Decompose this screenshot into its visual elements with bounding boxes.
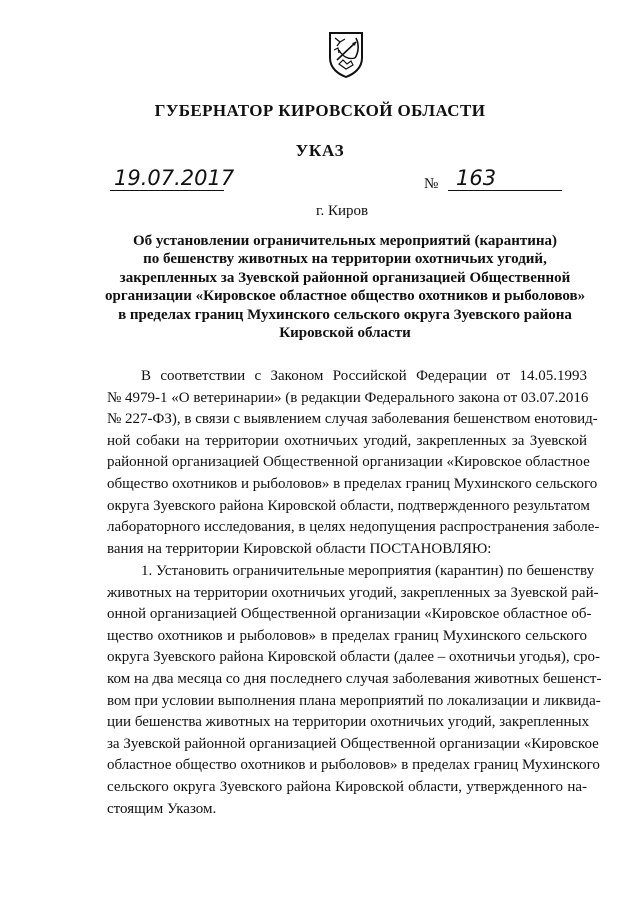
text-line: щество охотников и рыболовов» в пределах границ Мухинского сельского xyxy=(107,627,587,644)
text-line: вания на территории Кировской области ПОСТАНОВЛЯЮ: xyxy=(107,540,492,557)
heading-line: организации «Кировское областное общество охотников и рыболовов» xyxy=(105,288,586,305)
text-line: ции бешенства животных на территории охотничьих угодий, закрепленных xyxy=(107,714,590,731)
city-of-issue: г. Киров xyxy=(316,203,369,219)
heading-line: по бешенству животных на территории охотничьих угодий, xyxy=(143,251,547,268)
decree-heading xyxy=(105,232,585,342)
clause-1-paragraph xyxy=(107,561,602,820)
issuing-authority: ГУБЕРНАТОР КИРОВСКОЙ ОБЛАСТИ xyxy=(154,101,486,120)
text-line: округа Зуевского района Кировской области (далее – охотничьи угодья), сро- xyxy=(107,649,601,666)
heading-line: Об установлении ограничительных мероприятий (карантина) xyxy=(132,233,557,249)
text-line: областное общество охотников и рыболовов» в пределах границ Мухинского xyxy=(107,757,600,774)
date-underline xyxy=(110,190,224,191)
text-line: 1. Установить ограничительные мероприятия (карантин) по бешенству xyxy=(141,563,595,579)
number-sign: № xyxy=(424,176,439,192)
text-line: округа Зуевского района Кировской области, подтвержденного результатом xyxy=(107,497,590,514)
heading-line: закрепленных за Зуевской районной организацией Общественной xyxy=(119,269,571,286)
text-line: ной собаки на территории охотничьих угодий, закрепленных за Зуевской xyxy=(107,432,587,449)
heading-line: в пределах границ Мухинского сельского округа Зуевского района xyxy=(118,306,572,323)
text-line: ком на два месяца со дня последнего случая заболевания животных бешенст- xyxy=(107,670,602,687)
text-line: онной организацией Общественной организации «Кировское областное об- xyxy=(107,606,592,623)
text-line: В соответствии с Законом Российской Федерации от 14.05.1993 xyxy=(141,368,587,384)
text-line: стоящим Указом. xyxy=(107,800,217,817)
kirov-coat-of-arms-icon xyxy=(326,30,366,78)
heading-line: Кировской области xyxy=(279,325,411,342)
text-line: вом при условии выполнения плана мероприятий по локализации и ликвида- xyxy=(107,692,601,709)
text-line: общество охотников и рыболовов» в пределах границ Мухинского сельского xyxy=(107,475,598,492)
text-line: районной организацией Общественной организации «Кировское областное xyxy=(107,454,590,471)
text-line: сельского округа Зуевского района Кировской области, утвержденного на- xyxy=(107,778,587,795)
handwritten-number: 163 xyxy=(456,166,497,190)
text-line: животных на территории охотничьих угодий, закрепленных за Зуевской рай- xyxy=(107,584,599,601)
number-underline xyxy=(448,190,562,191)
document-type: УКАЗ xyxy=(295,141,345,160)
text-line: № 4979-1 «О ветеринарии» (в редакции Федерального закона от 03.07.2016 xyxy=(107,389,589,406)
text-line: № 227-ФЗ), в связи с выявлением случая заболевания бешенством енотовид- xyxy=(107,411,598,428)
handwritten-date: 19.07.2017 xyxy=(114,166,235,190)
text-line: за Зуевской районной организацией Общественной организации «Кировское xyxy=(107,735,599,752)
preamble-paragraph xyxy=(107,366,600,560)
text-line: лабораторного исследования, в целях недопущения распространения заболе- xyxy=(107,519,600,536)
